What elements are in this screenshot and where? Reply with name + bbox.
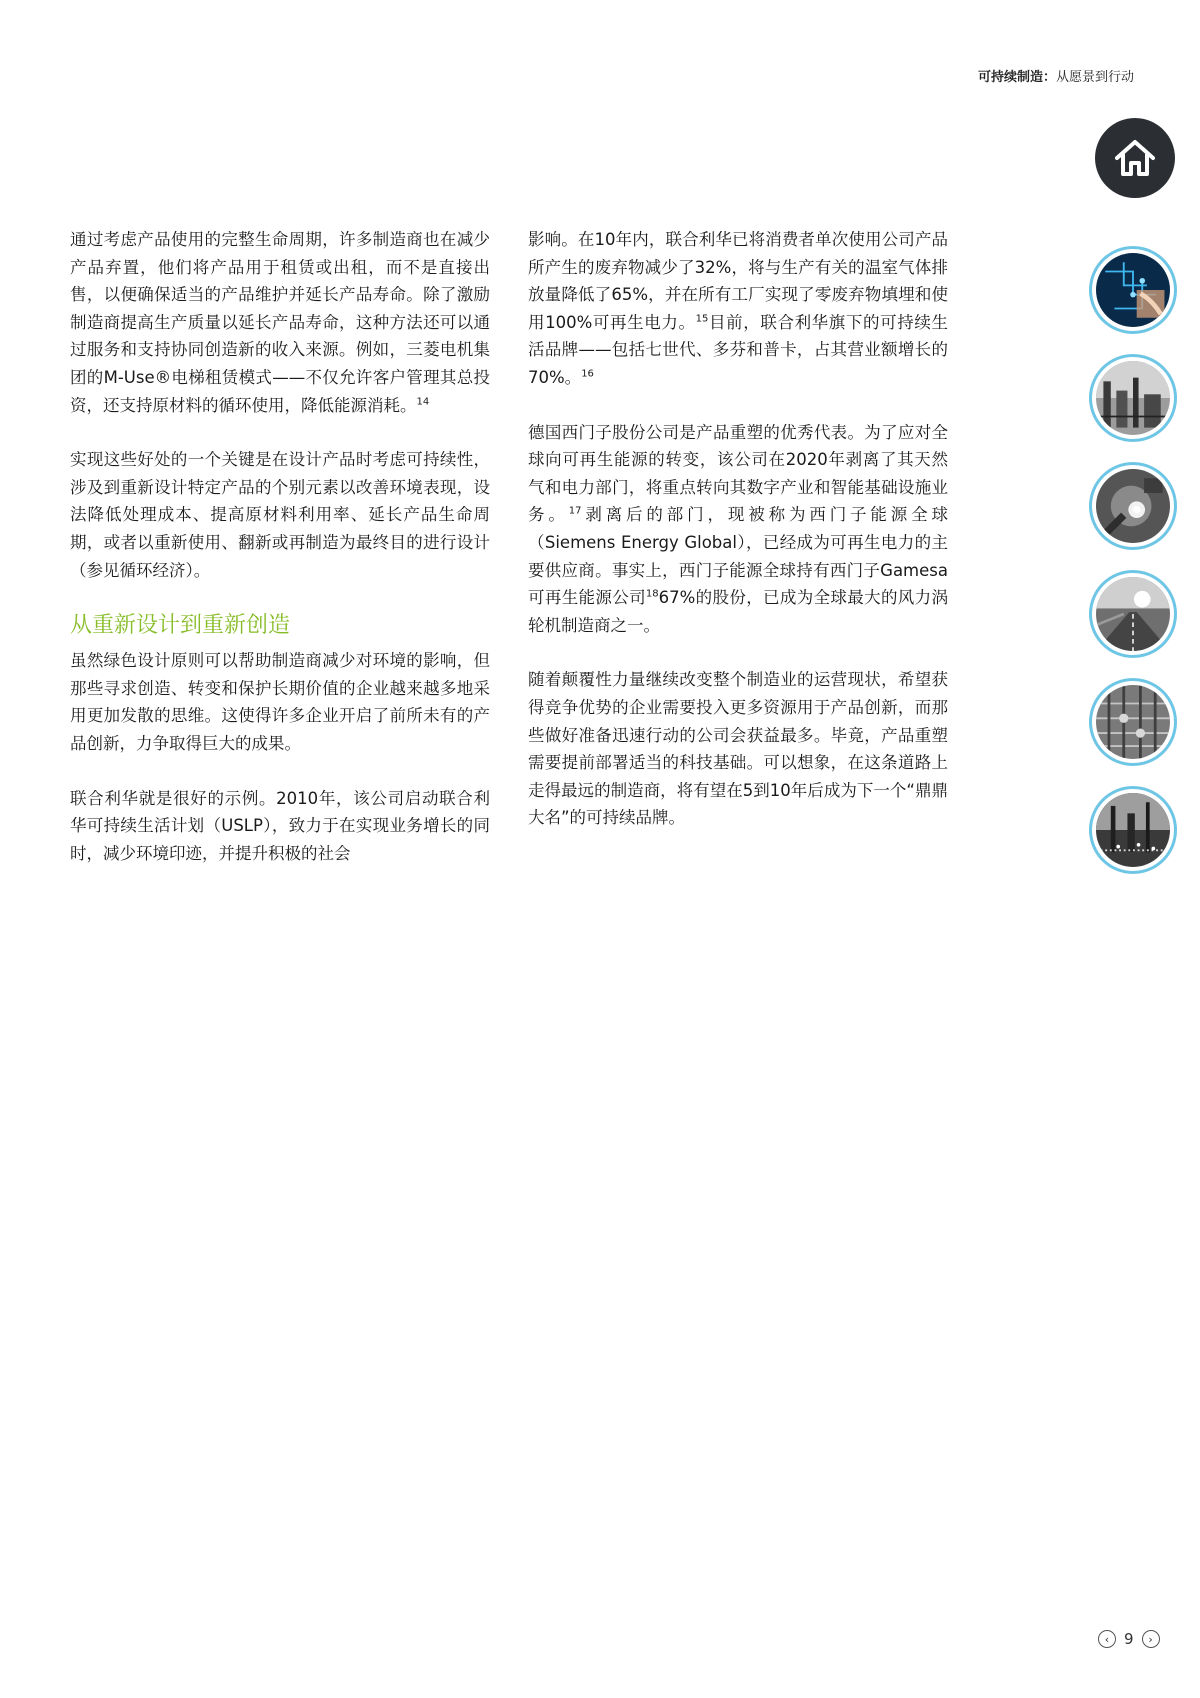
home-icon [1111, 134, 1159, 182]
footnote-ref[interactable]: 16 [581, 368, 594, 380]
section-thumb-circuit[interactable] [1089, 246, 1177, 334]
section-thumb-refinery[interactable] [1089, 354, 1177, 442]
highway-image [1096, 577, 1170, 651]
page-navigation [1098, 1630, 1160, 1648]
section-thumb-plant-night[interactable] [1089, 786, 1177, 874]
footnote-ref[interactable]: 17 [568, 505, 582, 517]
left-paragraph-2: 实现这些好处的一个关键是在设计产品时考虑可持续性，涉及到重新设计特定产品的个别元素以改善环境表现，设法降低处理成本、提高原材料利用率、延长产品生命周期，或者以重新使用、翻新或再制造为最终目的进行设计（参见循环经济）。 [70, 450, 490, 580]
header-title-bold: 可持续制造： [977, 70, 1056, 85]
footnote-ref[interactable]: 15 [695, 313, 709, 325]
section-subheading: 从重新设计到重新创造 [70, 613, 291, 639]
refinery-image [1096, 361, 1170, 435]
circuit-image [1096, 253, 1170, 327]
left-paragraph-3: 虽然绿色设计原则可以帮助制造商减少对环境的影响，但那些寻求创造、转变和保护长期价值的企业越来越多地采用更加发散的思维。这使得许多企业开启了前所未有的产品创新，力争取得巨大的成果。 [70, 651, 490, 753]
right-paragraph-2: 德国西门子股份公司是产品重塑的优秀代表。为了应对全球向可再生能源的转变，该公司在2020年剥离了其天然气和电力部门，将重点转向其数字产业和智能基础设施业务。$^{17}$剥离后的部门，现被称为西门子能源全球（Siemens Energy Global），已经成为可再生电力的主要供应商。事实上，西门子能源全球持有西门子Gamesa可再生能源公司$^{18}$67%的股份，已成为全球最大的风力涡轮机制造商之一。 [528, 422, 949, 635]
welding-image [1096, 469, 1170, 543]
right-column [528, 226, 948, 859]
section-thumb-welding[interactable] [1089, 462, 1177, 550]
left-paragraph-1: 通过考虑产品使用的完整生命周期，许多制造商也在减少产品弃置，他们将产品用于租赁或出租，而不是直接出售，以便确保适当的产品维护并延长产品寿命。除了激励制造商提高生产质量以延长产品寿命，这种方法还可以通过服务和支持协同创造新的收入来源。例如，三菱电机集团的M-Use®电梯租赁模式——不仅允许客户管理其总投资，还支持原材料的循环使用，降低能源消耗。$^{14}$ [70, 230, 490, 415]
plant-night-image [1096, 793, 1170, 867]
footnote-ref[interactable]: 18 [645, 588, 659, 600]
right-paragraph-3: 随着颠覆性力量继续改变整个制造业的运营现状，希望获得竞争优势的企业需要投入更多资源用于产品创新，而那些做好准备迅速行动的公司会获益最多。毕竟，产品重塑需要提前部署适当的科技基础。可以想象，在这条道路上走得最远的制造商，将有望在5到10年后成为下一个“鼎鼎大名”的可持续品牌。 [528, 670, 948, 828]
page-number: 9 [1124, 1630, 1134, 1648]
factory-image [1096, 685, 1170, 759]
home-button[interactable] [1095, 118, 1175, 198]
right-paragraph-1: 影响。在10年内，联合利华已将消费者单次使用公司产品所产生的废弃物减少了32%，将与生产有关的温室气体排放量降低了65%，并在所有工厂实现了零废弃物填埋和使用100%可再生电力。$^{15}$目前，联合利华旗下的可持续生活品牌——包括七世代、多芬和普卡，占其营业额增长的70%。$^{16}$ [528, 230, 949, 387]
running-header [978, 66, 1134, 85]
section-thumb-highway[interactable] [1089, 570, 1177, 658]
next-page-button[interactable]: › [1142, 1630, 1160, 1648]
footnote-ref[interactable]: 14 [416, 396, 430, 408]
left-paragraph-4: 联合利华就是很好的示例。2010年，该公司启动联合利华可持续生活计划（USLP），致力于在实现业务增长的同时，减少环境印迹，并提升积极的社会 [70, 788, 490, 863]
prev-page-button[interactable]: ‹ [1098, 1630, 1116, 1648]
left-column [70, 226, 490, 894]
header-title-rest: 从愿景到行动 [1055, 70, 1134, 85]
section-thumb-factory[interactable] [1089, 678, 1177, 766]
